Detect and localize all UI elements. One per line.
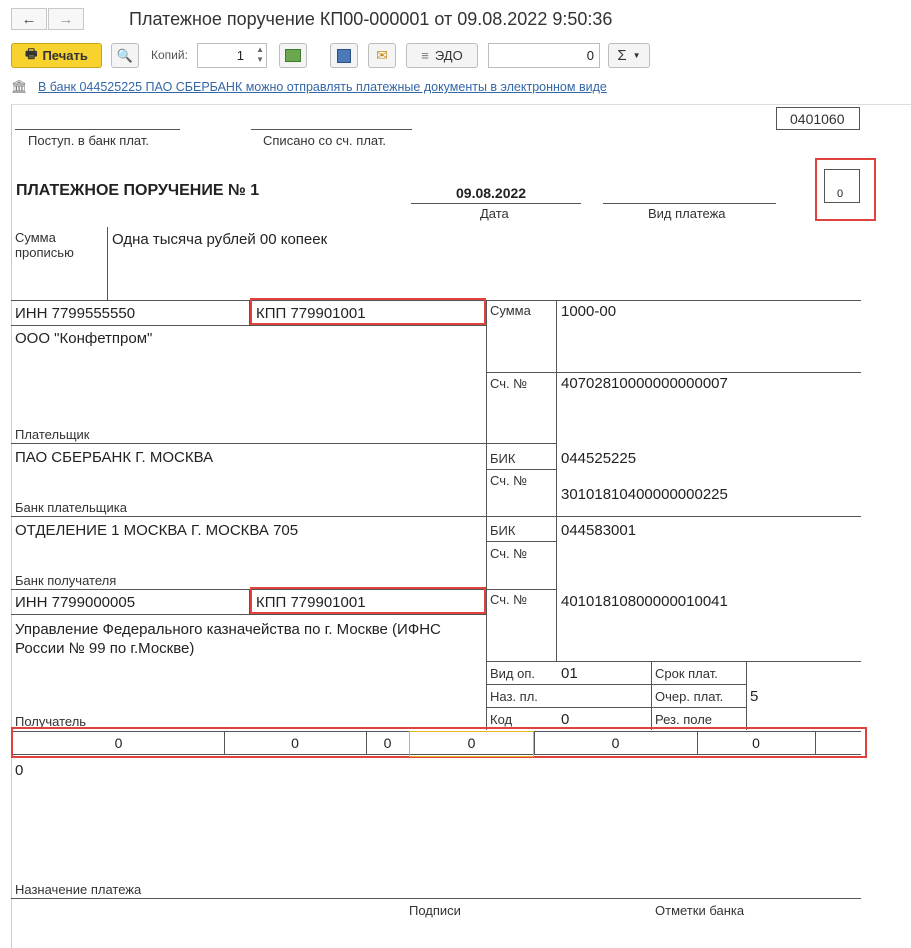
payment-type-label: Вид платежа [648, 206, 726, 221]
debited-label: Списано со сч. плат. [263, 133, 386, 148]
code-value: 0 [561, 711, 570, 728]
payer-corr-account: 30101810400000000225 [561, 486, 728, 503]
copies-label: Копий: [151, 48, 188, 62]
edo-icon: ≡ [421, 48, 429, 63]
row-line [486, 707, 746, 708]
envelope-icon: ✉ [376, 47, 388, 63]
bank-edo-link[interactable]: В банк 044525225 ПАО СБЕРБАНК можно отправлять платежные документы в электронном виде [38, 80, 607, 94]
back-button[interactable] [11, 8, 47, 30]
term-col-divider [651, 661, 652, 730]
purpose-label: Назначение платежа [15, 882, 142, 897]
row-line [486, 684, 746, 685]
form-left-border [11, 104, 12, 948]
recipient-label: Получатель [15, 714, 87, 729]
payer-kpp: КПП 779901001 [256, 305, 366, 322]
amount-value: 1000-00 [561, 303, 617, 320]
main-col-divider [486, 300, 487, 730]
date-label: Дата [480, 206, 509, 221]
arrow-left-icon: ← [21, 10, 37, 28]
value-col-divider [556, 300, 557, 662]
row-line [486, 541, 556, 542]
bank-marks-label: Отметки банка [655, 903, 745, 918]
payer-bank-label: Банк плательщика [15, 500, 127, 515]
payer-account: 40702810000000000007 [561, 375, 728, 392]
order-value: 5 [750, 688, 759, 705]
recipient-kpp: КПП 779901001 [256, 594, 366, 611]
print-button[interactable]: 🖶 Печать [11, 43, 102, 68]
page-title: Платежное поручение КП00-000001 от 09.08.2022 9:50:36 [129, 9, 613, 29]
amount-words-divider [107, 227, 108, 300]
recipient-account: 40101810800000010041 [561, 593, 728, 610]
amount-words-value: Одна тысяча рублей 00 копеек [112, 231, 328, 248]
payer-inn: ИНН 7799555550 [15, 305, 136, 322]
payer-name: ООО "Конфетпром" [15, 330, 153, 347]
payer-bik: 044525225 [561, 450, 637, 467]
payer-label: Плательщик [15, 427, 90, 442]
row-line [486, 372, 861, 373]
forward-button[interactable] [48, 8, 84, 30]
document-title: ПЛАТЕЖНОЕ ПОРУЧЕНИЕ № 1 [16, 182, 260, 199]
code-label: Код [490, 712, 513, 727]
order-label: Очер. плат. [655, 689, 724, 704]
amount-label: Сумма [490, 303, 531, 318]
tax-field-period[interactable]: 0 [467, 735, 476, 751]
bank-icon: 🏛 [11, 79, 28, 94]
row-line [486, 469, 556, 470]
payer-account-label: Сч. № [490, 376, 528, 391]
payer-bik-label: БИК [490, 451, 516, 466]
recipient-account-label: Сч. № [490, 592, 528, 607]
amount-words-label: Сумма прописью [15, 230, 74, 260]
payment-type-line [603, 203, 776, 204]
recipient-corr-label: Сч. № [490, 546, 528, 561]
op-type-label: Вид оп. [490, 666, 536, 681]
stepper-icon[interactable]: ▲ ▼ [256, 45, 264, 64]
tax-field-oktmo[interactable]: 0 [291, 735, 299, 751]
row-line [11, 898, 861, 899]
arrow-right-icon: → [58, 10, 74, 28]
received-line [15, 129, 180, 130]
table-settings-icon [285, 49, 301, 62]
sum-menu-button[interactable]: Σ ▼ [608, 43, 650, 68]
save-button[interactable] [330, 43, 358, 68]
term-value-divider [746, 661, 747, 730]
floppy-disk-icon [337, 49, 351, 63]
payer-corr-label: Сч. № [490, 473, 528, 488]
term-label: Срок плат. [655, 666, 718, 681]
signatures-label: Подписи [409, 903, 461, 918]
row-line [11, 614, 486, 615]
email-button[interactable] [368, 43, 396, 68]
date-value: 09.08.2022 [456, 185, 527, 201]
recipient-bik-label: БИК [490, 523, 516, 538]
tax-field-doc-date[interactable]: 0 [752, 735, 760, 751]
recipient-bik: 044583001 [561, 522, 637, 539]
row-line [486, 661, 861, 662]
recipient-bank-label: Банк получателя [15, 573, 117, 588]
chevron-down-icon: ▼ [632, 51, 641, 60]
edo-button[interactable]: ≡ ЭДО [406, 43, 478, 68]
tax-field-basis[interactable]: 0 [383, 735, 392, 751]
row-line [11, 443, 556, 444]
form-top-border [11, 104, 911, 105]
received-label: Поступ. в банк плат. [28, 133, 150, 148]
settings-button[interactable] [279, 43, 307, 68]
magnifier-page-icon: 🔍 [116, 47, 134, 63]
printer-icon: 🖶 [25, 45, 38, 61]
preview-button[interactable] [111, 43, 139, 68]
status-box: 0 [824, 169, 860, 203]
form-code-box: 0401060 [776, 107, 860, 130]
row-line [11, 516, 861, 517]
purpose-code-label: Наз. пл. [490, 689, 538, 704]
row-line [11, 325, 486, 326]
purpose-value: 0 [15, 762, 24, 779]
debited-line [251, 129, 412, 130]
recipient-bank-name: ОТДЕЛЕНИЕ 1 МОСКВА Г. МОСКВА 705 [15, 522, 299, 539]
date-line [411, 203, 581, 204]
recipient-inn: ИНН 7799000005 [15, 594, 136, 611]
tax-divider [815, 731, 816, 754]
tax-field-doc-number[interactable]: 0 [611, 735, 620, 751]
recipient-name: Управление Федерального казначейства по г. Москве (ИФНС России № 99 по г.Москве) [15, 621, 441, 657]
op-type-value: 01 [561, 665, 578, 682]
reserve-label: Рез. поле [655, 712, 713, 727]
tax-field-kbk[interactable]: 0 [114, 735, 123, 751]
sum-field[interactable]: 0 [488, 43, 600, 68]
copies-input[interactable]: 1 ▲ ▼ [197, 43, 267, 68]
payer-bank-name: ПАО СБЕРБАНК Г. МОСКВА [15, 449, 214, 466]
